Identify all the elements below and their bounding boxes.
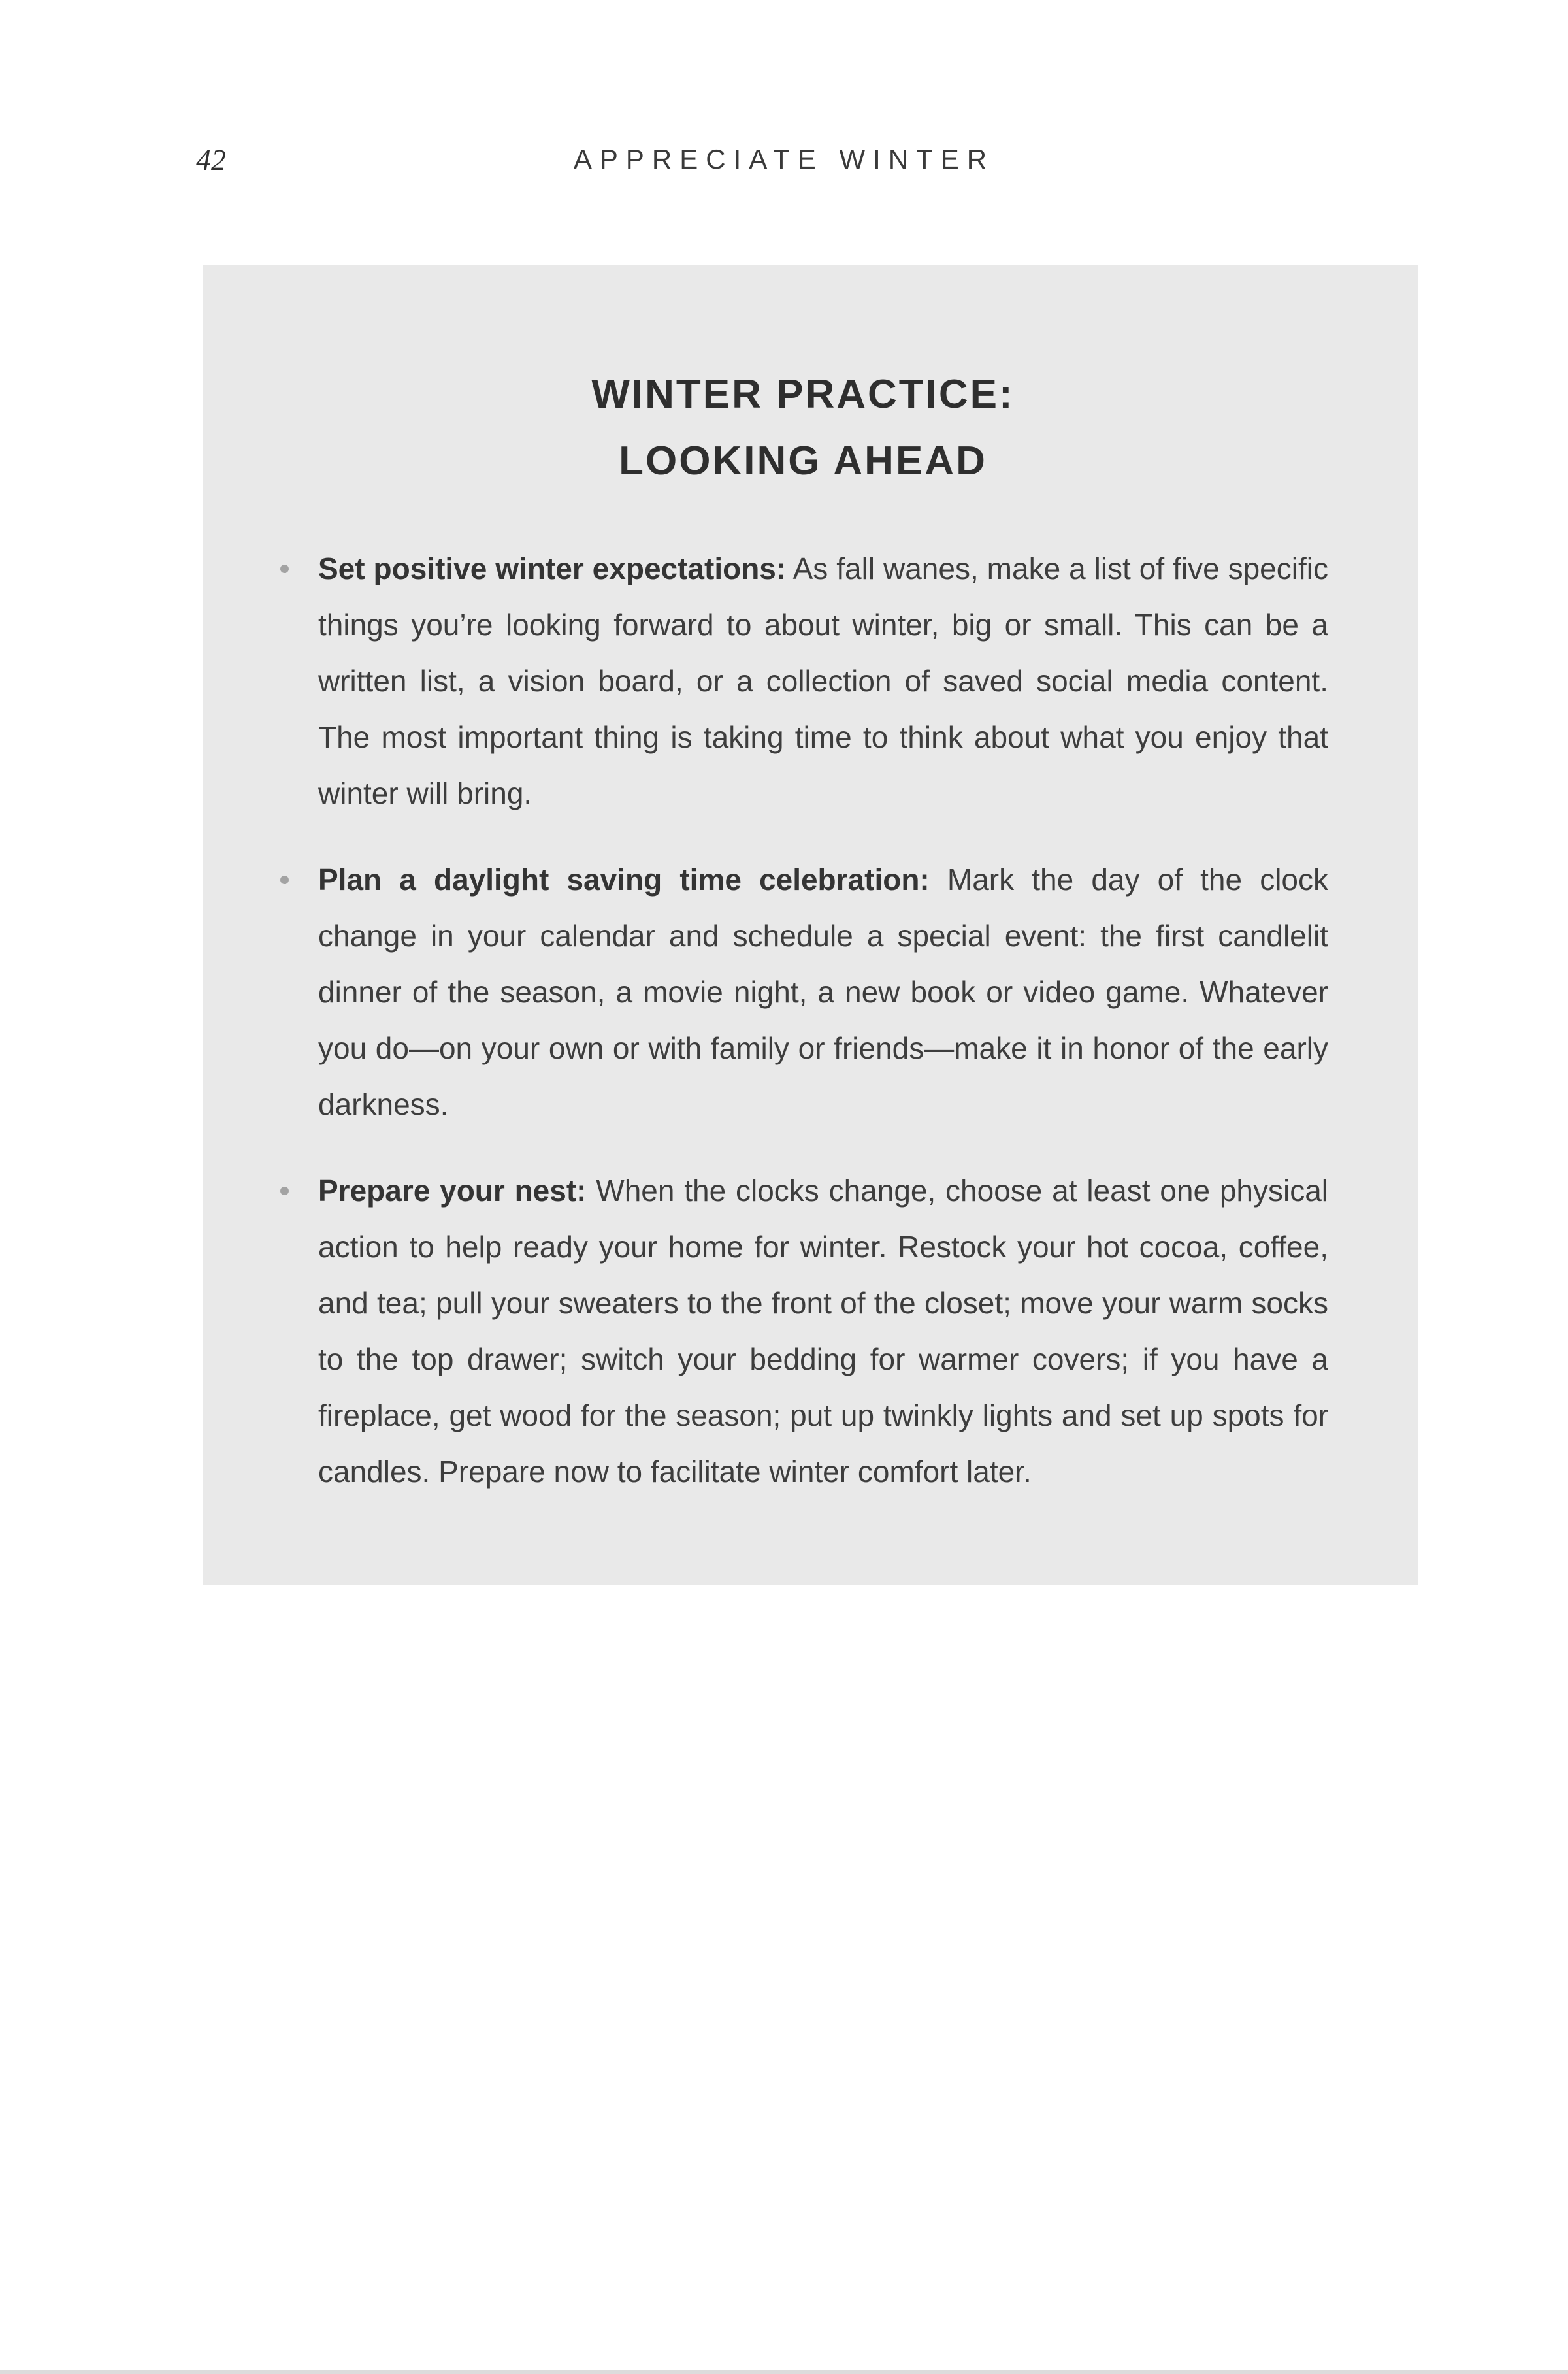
bullet-dot-icon [280, 876, 289, 884]
bullet-body: As fall wanes, make a list of five specific things you’re looking forward to about winter, big or small. This can be a written list, a vision board, or a collection of saved social media content. The most important thing is taking time to think about what you enjoy that winter will bring. [318, 552, 1328, 810]
bullet-lead: Plan a daylight saving time celebration: [318, 863, 930, 897]
page-bottom-edge [0, 2370, 1568, 2374]
bullet-marker [278, 851, 318, 884]
bullet-text [318, 540, 1328, 821]
bullet-marker [278, 540, 318, 573]
bullet-item [278, 1162, 1328, 1500]
bullet-dot-icon [280, 565, 289, 573]
page-number: 42 [196, 143, 226, 176]
bullet-dot-icon [280, 1187, 289, 1195]
bullet-lead: Set positive winter expectations: [318, 552, 787, 585]
running-header: APPRECIATE WINTER [573, 144, 995, 174]
practice-title-line1: WINTER PRACTICE: [591, 372, 1015, 417]
practice-title-line2: LOOKING AHEAD [619, 438, 987, 484]
bullet-text [318, 1162, 1328, 1500]
bullet-lead: Prepare your nest: [318, 1174, 587, 1208]
winter-practice-box [203, 265, 1418, 1585]
practice-title [278, 361, 1328, 495]
bullet-marker [278, 1162, 318, 1195]
bullet-body: When the clocks change, choose at least one physical action to help ready your home for winter. Restock your hot cocoa, coffee, and tea; pull your sweaters to the front of the closet; move your warm socks to the top drawer; switch your bedding for warmer covers; if you have a fireplace, get wood for the season; put up twinkly lights and set up spots for candles. Prepare now to facilitate winter comfort later. [318, 1174, 1329, 1489]
bullet-item [278, 851, 1328, 1132]
bullet-body: Mark the day of the clock change in your calendar and schedule a special event: the first candlelit dinner of the season, a movie night, a new book or video game. Whatever you do—on your own or with family or friends—make it in honor of the early darkness. [318, 863, 1328, 1121]
page-header [0, 142, 1568, 182]
bullet-text [318, 851, 1328, 1132]
bullet-item [278, 540, 1328, 821]
